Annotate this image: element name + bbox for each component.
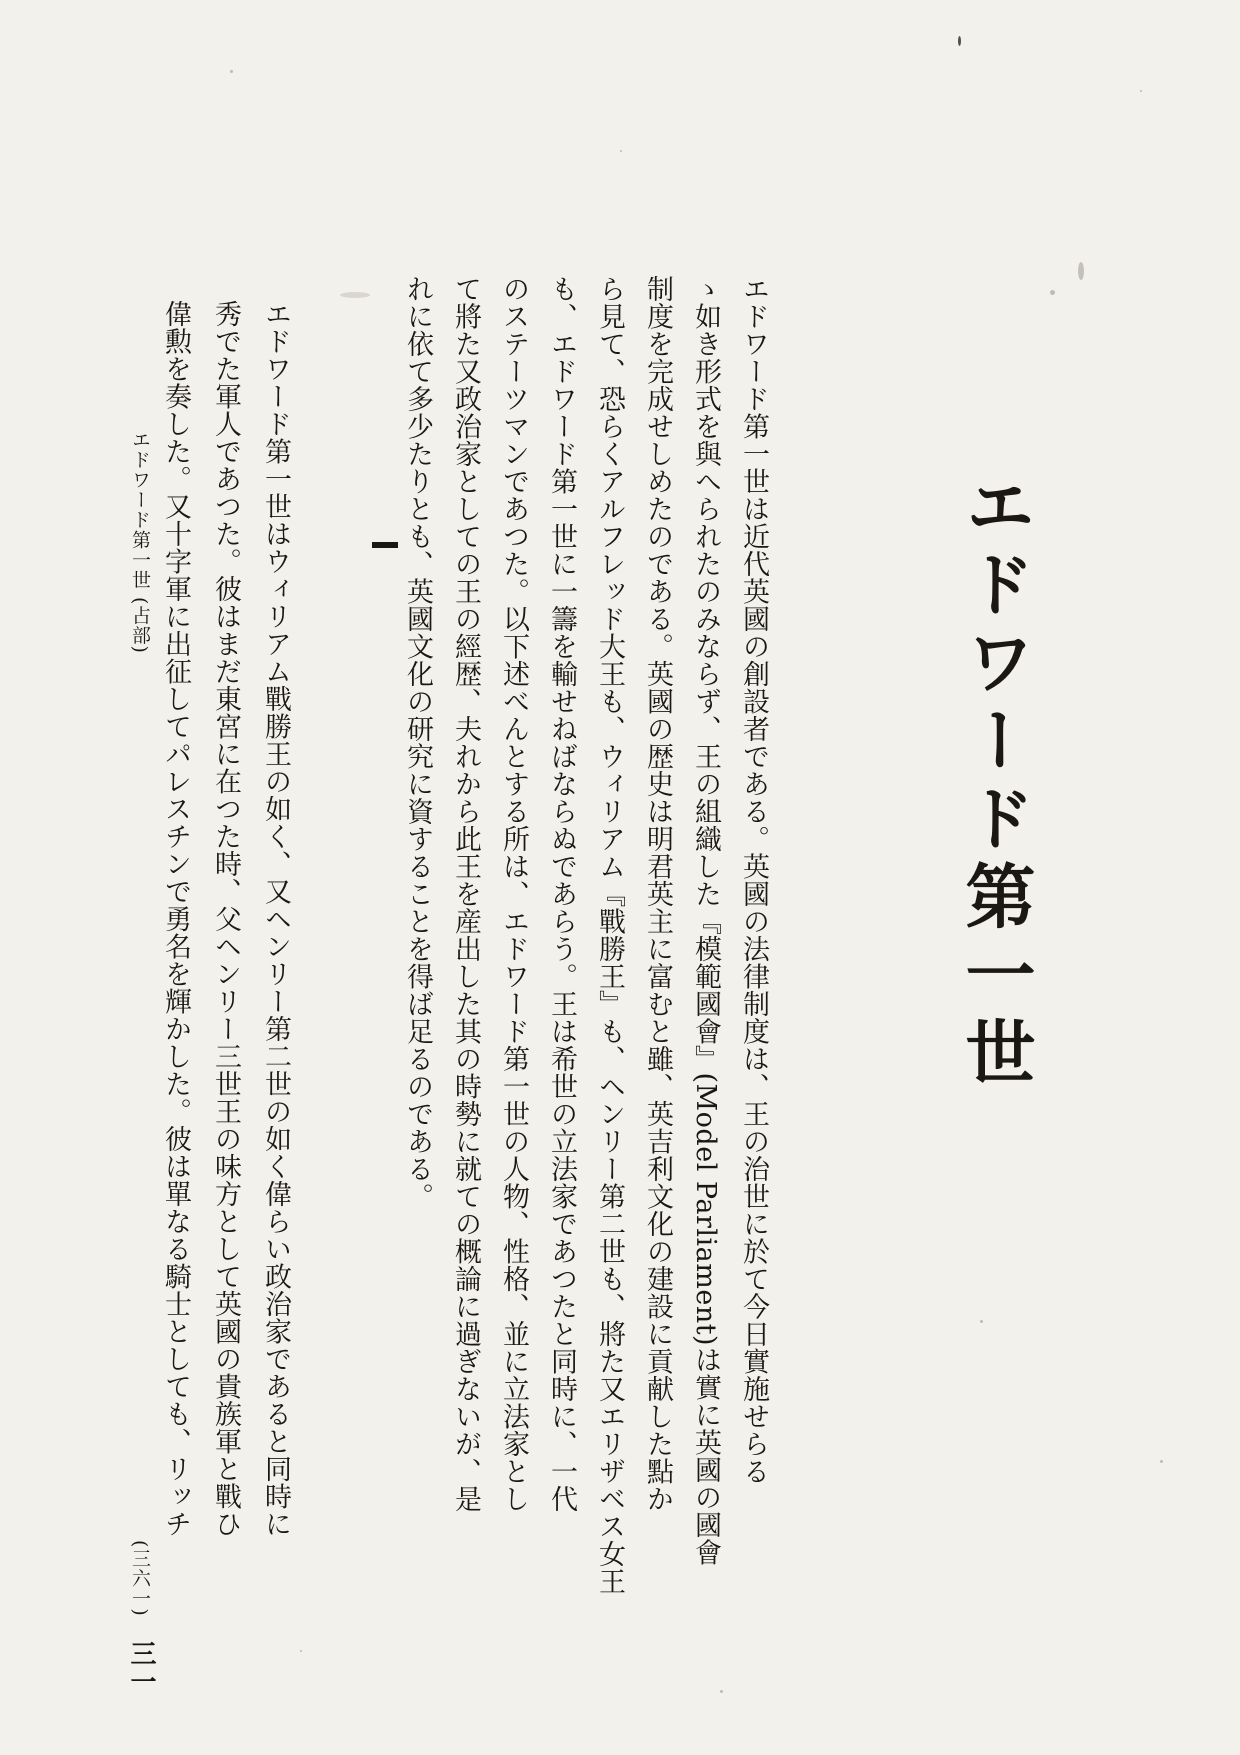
intro-line-2: ゝ如き形式を與へられたのみならず、王の組織した『模範國會』(Model Parliament)は實に英國の國會: [690, 275, 721, 1567]
paper-speck: [300, 1650, 302, 1652]
paper-speck: [958, 36, 961, 46]
paper-speck: [1140, 90, 1142, 92]
paper-speck: [340, 292, 370, 298]
intro-line-4: ら見て、恐らくアルフレッド大王も、ウィリアム『戰勝王』も、ヘンリー第二世も、將た又エリザベス女王: [594, 275, 625, 1595]
paper-speck: [230, 70, 233, 73]
paper-speck: [620, 150, 622, 152]
intro-line-6: のステーツマンであつた。以下述べんとする所は、エドワード第一世の人物、性格、並に立法家とし: [498, 275, 529, 1513]
running-head: エドワード第一世 (占部): [129, 430, 151, 654]
paper-speck: [1078, 262, 1084, 280]
section-line-1: エドワード第一世はウィリアム戰勝王の如く、又ヘンリー第二世の如く偉らい政治家であると同時に: [260, 300, 291, 1538]
intro-line-8: れに依て多少たりとも、英國文化の研究に資することを得ば足るのである。: [402, 275, 433, 1210]
paper-speck: [980, 1320, 983, 1323]
paper-speck: [1160, 1460, 1163, 1463]
section-line-3: 偉勲を奏した。又十字軍に出征してパレスチンで勇名を輝かした。彼は單なる騎士としても、リッチ: [160, 300, 191, 1538]
folio-number: 三一: [126, 1640, 156, 1696]
intro-line-1: エドワード第一世は近代英國の創設者である。英國の法律制度は、王の治世に於て今日實施せらる: [738, 275, 769, 1485]
intro-line-5: も、エドワード第一世に一籌を輸せねばならぬであらう。王は希世の立法家であつたと同時に、一代: [546, 275, 577, 1513]
section-number-mark: [372, 542, 398, 548]
section-line-2: 秀でた軍人であつた。彼はまだ東宮に在つた時、父ヘンリー三世王の味方として英國の貴族軍と戰ひ: [210, 300, 241, 1538]
page-number: (三六一): [129, 1540, 151, 1617]
page-title: エドワード第一世: [954, 470, 1037, 1094]
intro-line-7: て將た又政治家としての王の經歴、夫れから此王を産出した其の時勢に就ての概論に過ぎないが、是: [450, 275, 481, 1513]
paper-speck: [1050, 290, 1055, 295]
paper-speck: [720, 1690, 723, 1693]
intro-line-3: 制度を完成せしめたのである。英國の歴史は明君英主に富むと雖、英吉利文化の建設に貢献した點か: [642, 275, 673, 1513]
